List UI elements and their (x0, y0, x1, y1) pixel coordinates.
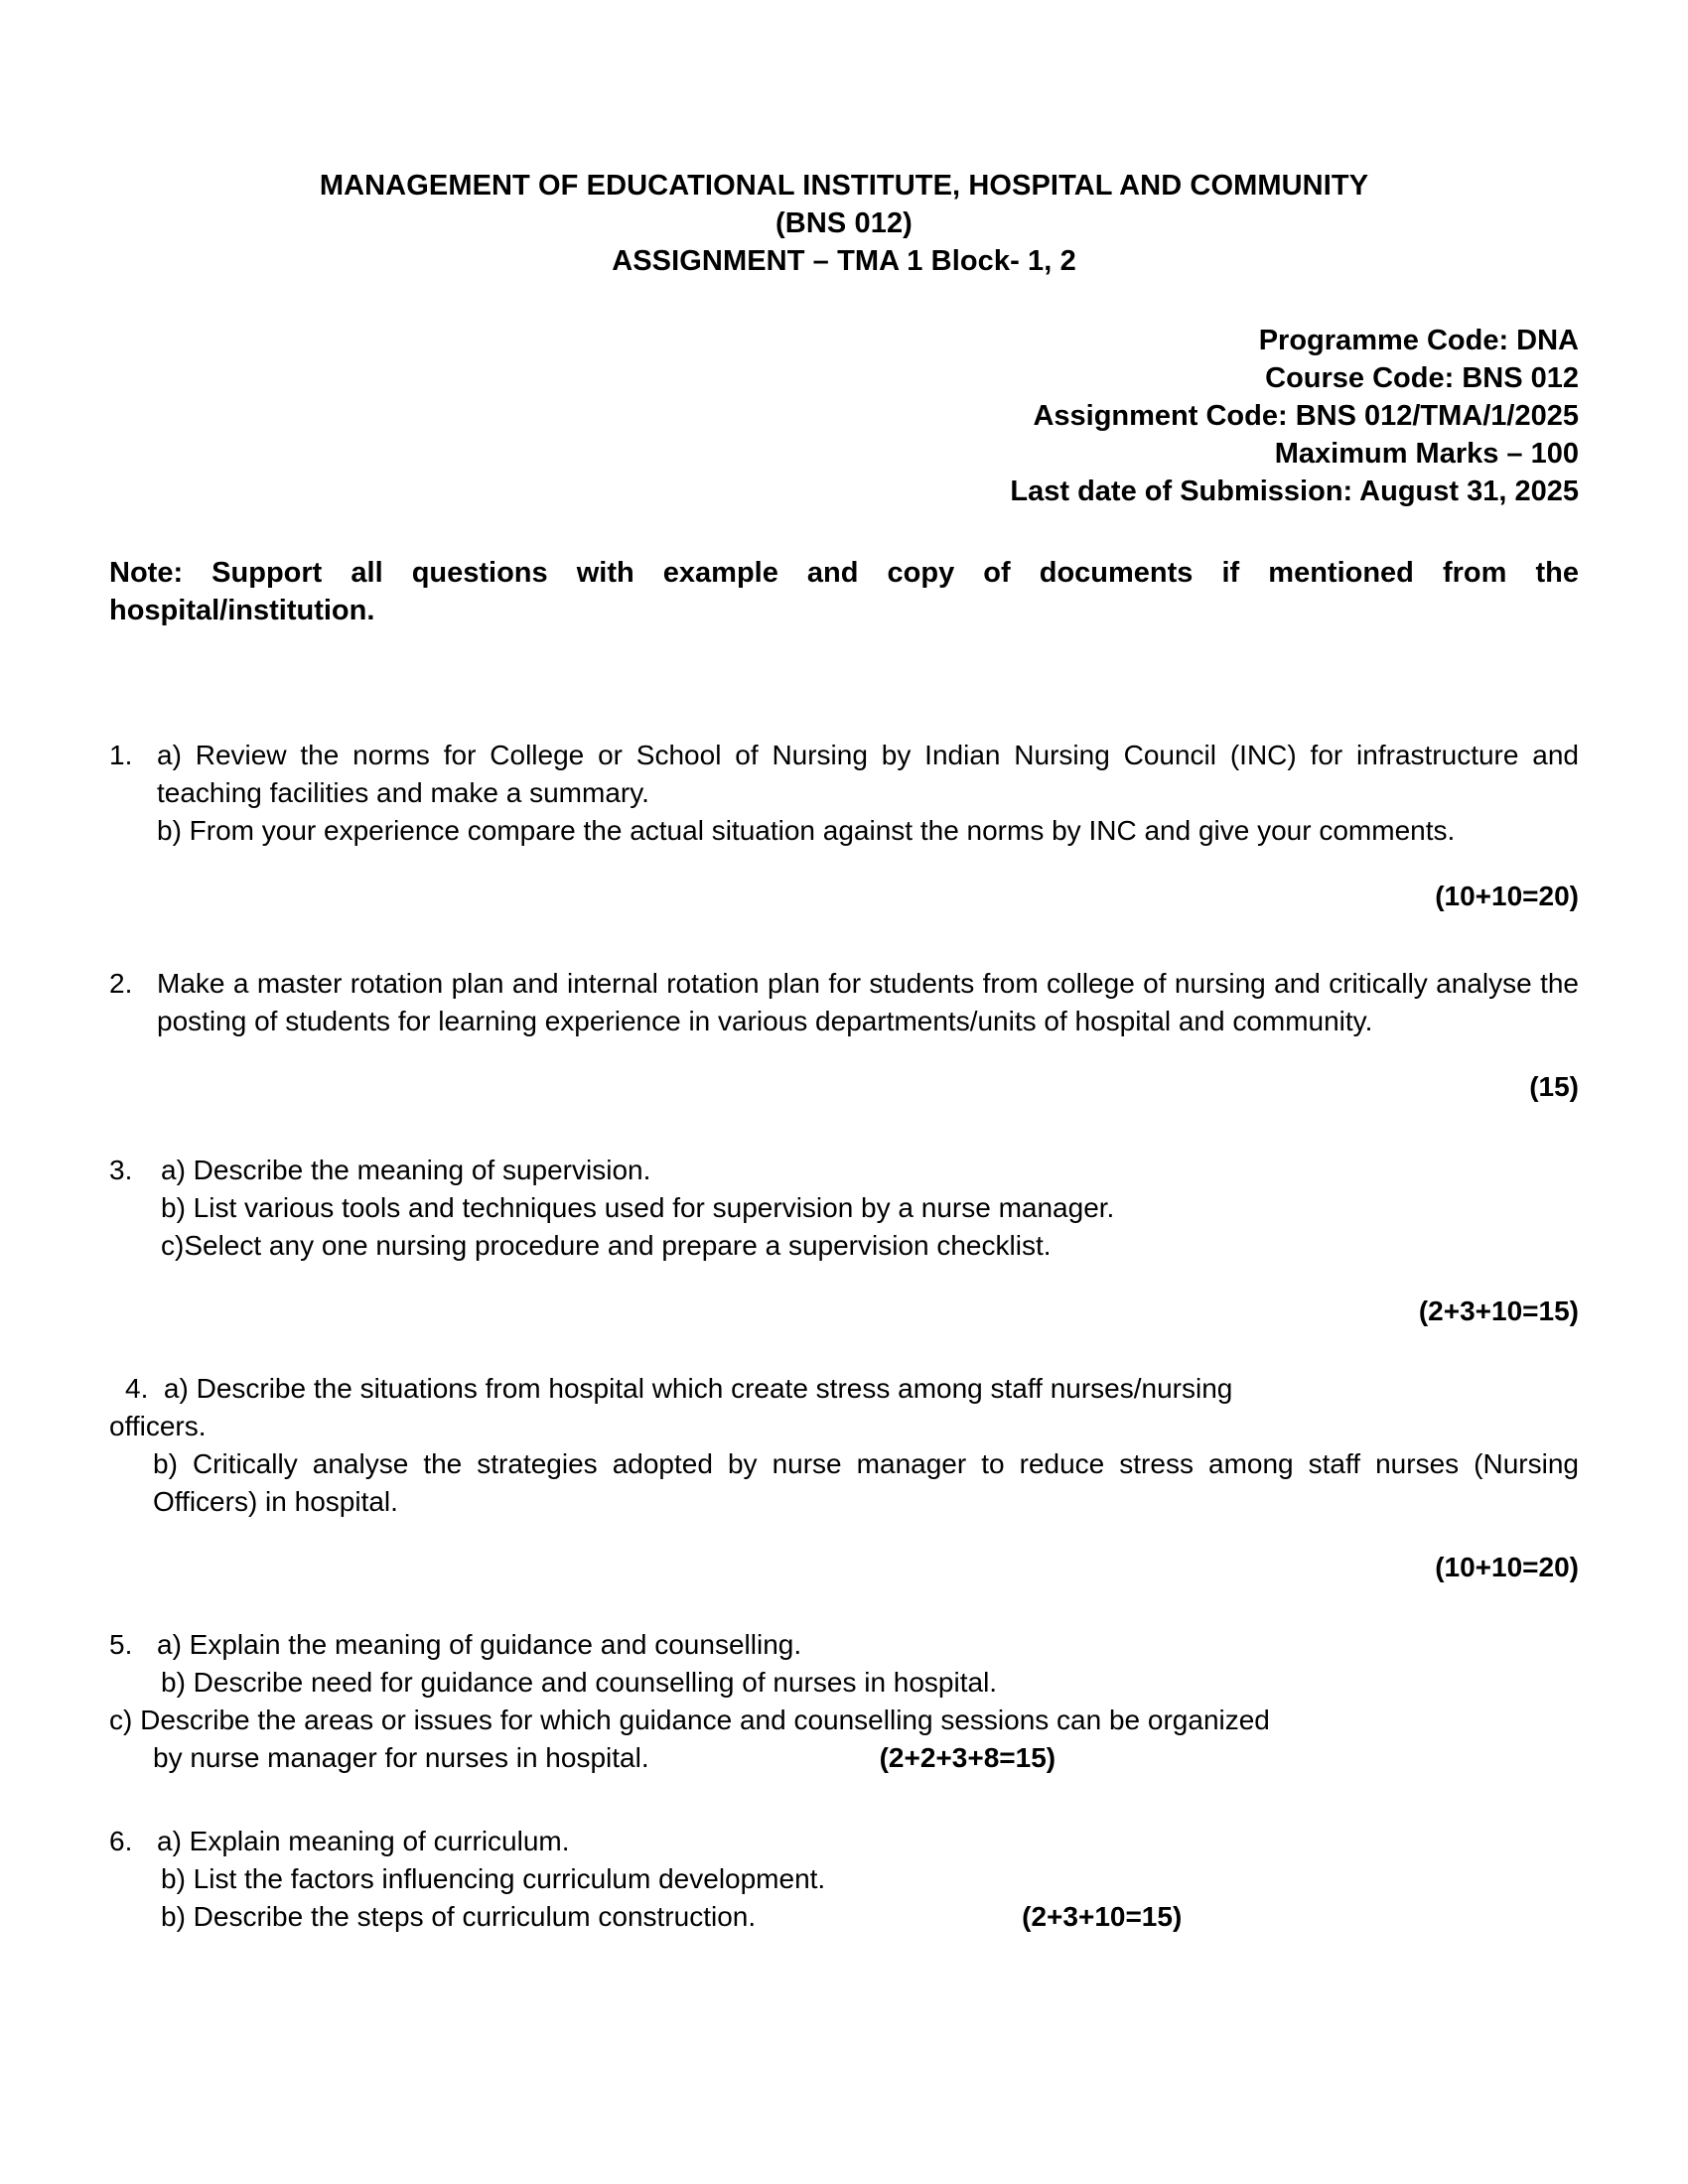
question-item-5 (109, 1626, 1579, 1777)
question-5-part-c-text: by nurse manager for nurses in hospital. (153, 1742, 649, 1773)
question-5-part-c-line-2 (109, 1739, 1579, 1777)
meta-assignment-code: Assignment Code: BNS 012/TMA/1/2025 (1033, 400, 1579, 432)
question-5-part-a: a) Explain the meaning of guidance and counselling. (157, 1629, 802, 1660)
question-6-part-b: b) List the factors influencing curriculum development. (161, 1863, 826, 1894)
question-item-4 (109, 1370, 1579, 1586)
spacer (109, 1330, 1579, 1370)
question-4-marks: (10+10=20) (1435, 1552, 1579, 1582)
spacer (109, 1521, 1579, 1549)
document-title-line-1: MANAGEMENT OF EDUCATIONAL INSTITUTE, HOSPITAL AND COMMUNITY (319, 170, 1369, 202)
question-number-2: 2. (109, 968, 133, 999)
question-3-marks: (2+3+10=15) (1418, 1296, 1579, 1326)
meta-course-code: Course Code: BNS 012 (1265, 362, 1579, 394)
spacer (109, 1586, 1579, 1626)
question-6-part-a: a) Explain meaning of curriculum. (157, 1826, 570, 1856)
question-2-marks: (15) (1529, 1071, 1579, 1102)
question-6-part-c: b) Describe the steps of curriculum construction. (161, 1901, 757, 1932)
question-6-part-c-row (157, 1898, 1579, 1936)
question-item-3 (109, 1152, 1579, 1330)
meta-last-date-of-submission: Last date of Submission: August 31, 2025 (1010, 476, 1579, 507)
question-5-marks: (2+2+3+8=15) (879, 1742, 1056, 1773)
question-4-part-b: b) Critically analyse the strategies adopted by nurse manager to reduce stress among staff nurses (Nursing Officers) in hospital. (153, 1448, 1579, 1517)
question-1-part-b: b) From your experience compare the actual situation against the norms by INC and give your comments. (157, 815, 1456, 846)
spacer (109, 1265, 1579, 1293)
spacer (109, 1777, 1579, 1823)
assignment-meta-block (109, 322, 1579, 510)
question-4-number-gap (156, 1373, 164, 1404)
question-1-body (109, 737, 1579, 850)
question-3-part-b: b) List various tools and techniques used for supervision by a nurse manager. (161, 1192, 1115, 1223)
question-number-3: 3. (109, 1155, 133, 1185)
document-header (109, 0, 1579, 280)
question-1-part-a: a) Review the norms for College or School of Nursing by Indian Nursing Council (INC) for infrastructure and teaching facilities and make a summary. (157, 740, 1579, 808)
question-number-4: 4. (125, 1373, 149, 1404)
spacer (109, 1040, 1579, 1068)
document-content (109, 0, 1579, 1936)
question-5-part-c-line-1: c) Describe the areas or issues for which guidance and counselling sessions can be organized (109, 1705, 1270, 1735)
question-4-part-a-line-1 (109, 1370, 1579, 1408)
meta-programme-code: Programme Code: DNA (1258, 325, 1579, 356)
spacer (109, 915, 1579, 965)
question-6-body (109, 1823, 1579, 1936)
question-3-part-c: c)Select any one nursing procedure and prepare a supervision checklist. (161, 1230, 1052, 1261)
question-item-1 (109, 737, 1579, 915)
spacer (109, 850, 1579, 878)
spacer (109, 1106, 1579, 1152)
question-6-marks: (2+3+10=15) (1022, 1901, 1183, 1932)
question-item-6 (109, 1823, 1579, 1936)
note-paragraph: Note: Support all questions with example and copy of documents if mentioned from the hospital/institution. (109, 557, 1579, 626)
question-number-5: 5. (109, 1629, 133, 1660)
question-4-part-a-text: a) Describe the situations from hospital which create stress among staff nurses/nursing (163, 1373, 1233, 1404)
meta-maximum-marks: Maximum Marks – 100 (1274, 438, 1579, 470)
question-2-body: Make a master rotation plan and internal rotation plan for students from college of nursing and critically analyse the posting of students for learning experience in various departments/units of hospital and community. (157, 968, 1579, 1036)
question-4-body (109, 1370, 1579, 1521)
question-number-6: 6. (109, 1826, 133, 1856)
question-3-part-a: a) Describe the meaning of supervision. (161, 1155, 651, 1185)
questions-list (109, 737, 1579, 1936)
document-course-code-line: (BNS 012) (775, 207, 913, 239)
question-3-body (109, 1152, 1579, 1265)
document-assignment-line: ASSIGNMENT – TMA 1 Block- 1, 2 (612, 245, 1076, 277)
question-number-1: 1. (109, 740, 133, 770)
question-5-part-b: b) Describe need for guidance and counselling of nurses in hospital. (161, 1667, 998, 1698)
question-4-part-a-line-2: officers. (109, 1411, 207, 1441)
question-1-marks: (10+10=20) (1435, 881, 1579, 911)
question-5-body (109, 1626, 1579, 1777)
question-item-2 (109, 965, 1579, 1106)
